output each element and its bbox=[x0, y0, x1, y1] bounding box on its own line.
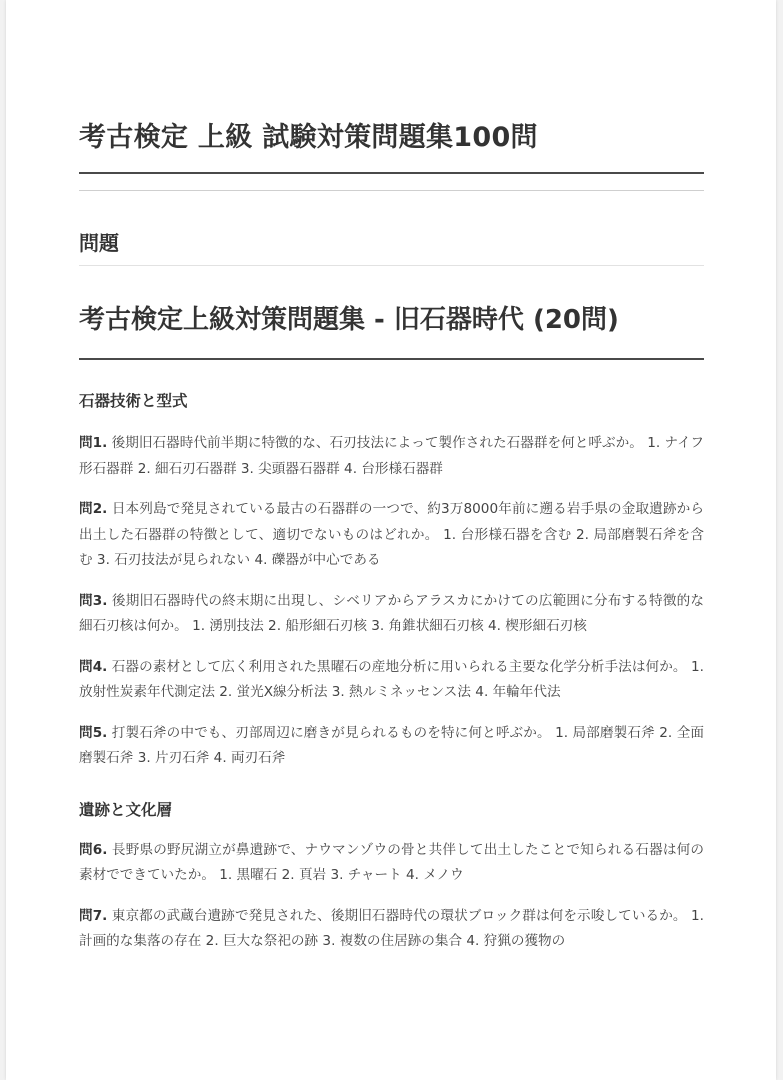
question-number: 問2. bbox=[79, 501, 108, 517]
main-heading: 考古検定上級対策問題集 - 旧石器時代 (20問) bbox=[79, 305, 619, 335]
question-item bbox=[79, 589, 704, 640]
question-number: 問6. bbox=[79, 841, 108, 858]
question-item bbox=[79, 655, 704, 706]
question-item bbox=[79, 431, 704, 482]
question-number: 問5. bbox=[79, 724, 108, 741]
document-content bbox=[79, 0, 704, 968]
question-text: 後期旧石器時代前半期に特徴的な、石刃技法によって製作された石器群を何と呼ぶか。 1. ナイフ形石器群 2. 細石刃石器群 3. 尖頭器石器群 4. 台形様石器群 bbox=[79, 435, 704, 477]
question-text: 後期旧石器時代の終末期に出現し、シベリアからアラスカにかけての広範囲に分布する特徴的な細石刃核は何か。 1. 湧別技法 2. 船形細石刃核 3. 角錐状細石刃核 4. 楔形細石刃核 bbox=[79, 592, 704, 634]
question-text: 日本列島で発見されている最古の石器群の一つで、約3万8000年前に遡る岩手県の金取遺跡から出土した石器群の特徴として、適切でないものはどれか。 1. 台形様石器を含む 2. 局部磨製石斧を含む 3. 石刃技法が見られない 4. 礫器が中心である bbox=[79, 501, 705, 568]
question-number: 問4. bbox=[79, 658, 108, 675]
title-divider bbox=[79, 190, 704, 191]
question-text: 打製石斧の中でも、刃部周辺に磨きが見られるものを特に何と呼ぶか。 1. 局部磨製石斧 2. 全面磨製石斧 3. 片刃石斧 4. 両刃石斧 bbox=[79, 724, 704, 766]
question-text: 長野県の野尻湖立が鼻遺跡で、ナウマンゾウの骨と共伴して出土したことで知られる石器は何の素材でできていたか。 1. 黒曜石 2. 頁岩 3. チャート 4. メノウ bbox=[79, 841, 704, 883]
subheading-stone-tool-technology: 石器技術と型式 bbox=[79, 392, 188, 410]
question-item bbox=[79, 497, 704, 574]
question-text: 石器の素材として広く利用された黒曜石の産地分析に用いられる主要な化学分析手法は何か。 1. 放射性炭素年代測定法 2. 蛍光X線分析法 3. 熱ルミネッセンス法 4. 年輪年代法 bbox=[79, 658, 704, 700]
section-divider bbox=[79, 265, 704, 266]
question-number: 問1. bbox=[79, 435, 108, 451]
question-item bbox=[79, 721, 704, 772]
document-page bbox=[6, 0, 776, 1080]
subheading-sites-and-cultural-layers: 遺跡と文化層 bbox=[79, 800, 173, 819]
question-number: 問7. bbox=[79, 907, 108, 924]
question-item bbox=[79, 904, 704, 955]
document-title: 考古検定 上級 試験対策問題集100問 bbox=[79, 122, 538, 153]
question-item bbox=[79, 838, 704, 889]
question-number: 問3. bbox=[79, 592, 108, 609]
main-heading-underline bbox=[79, 358, 704, 360]
title-underline bbox=[79, 172, 704, 174]
question-text: 東京都の武蔵台遺跡で発見された、後期旧石器時代の環状ブロック群は何を示唆しているか。 1. 計画的な集落の存在 2. 巨大な祭祀の跡 3. 複数の住居跡の集合 4. 狩猟の獲物の bbox=[79, 907, 705, 949]
section-label: 問題 bbox=[79, 231, 119, 255]
